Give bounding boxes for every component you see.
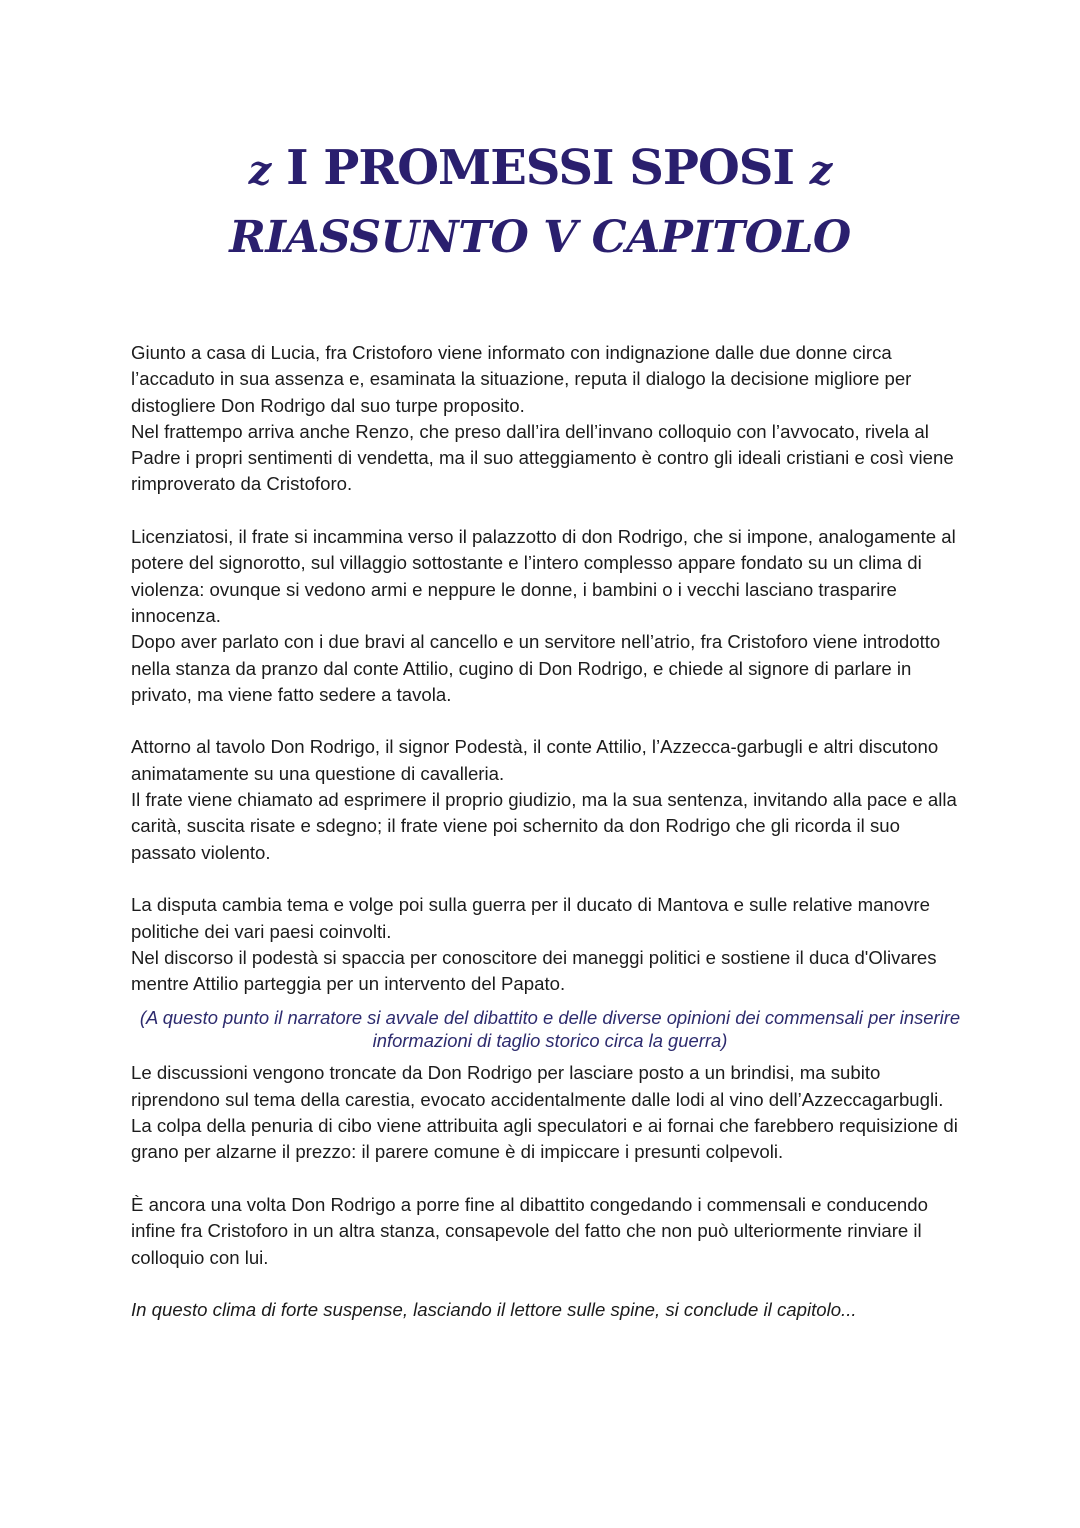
closing-line: In questo clima di forte suspense, lasciando il lettore sulle spine, si conclude il capitolo...: [131, 1299, 857, 1321]
narrator-note: (A questo punto il narratore si avvale del dibattito e delle diverse opinioni dei commensali per inserire informazioni di taglio storico circa la guerra): [139, 1007, 961, 1052]
summary-body: [131, 340, 961, 1323]
title-text: I PROMESSI SPOSI: [286, 140, 794, 196]
paragraph: Le discussioni vengono troncate da Don Rodrigo per lasciare posto a un brindisi, ma subito riprendono sul tema della carestia, evocato accidentalmente dalle lodi al vino dell’Azzeccagarbugli.: [131, 1062, 944, 1110]
page-title: [0, 140, 1080, 196]
paragraph: Nel discorso il podestà si spaccia per conoscitore dei maneggi politici e sostiene il duca d'Olivares mentre Attilio parteggia per un intervento del Papato.: [131, 946, 937, 995]
paragraph: La colpa della penuria di cibo viene attribuita agli speculatori e ai fornai che farebbero requisizione di grano per alzarne il prezzo: il parere comune è di impiccare i presunti colpevoli.: [131, 1115, 958, 1163]
ornament-left: z: [248, 147, 271, 194]
paragraph: Nel frattempo arriva anche Renzo, che preso dall’ira dell’invano colloquio con l’avvocato, rivela al Padre i propri sentimenti di vendetta, ma il suo atteggiamento è contro gli ideali cristiani e così viene rimproverato da Cristoforo.: [131, 420, 954, 495]
paragraph: Licenziatosi, il frate si incammina verso il palazzotto di don Rodrigo, che si impone, analogamente al potere del signorotto, sul villaggio sottostante e l’intero complesso appare fondato su un clima di violenza: ovunque si vedono armi e neppure le donne, i bambini o i vecchi lasciano trasparire innocenza.: [131, 526, 956, 626]
paragraph: La disputa cambia tema e volge poi sulla guerra per il ducato di Mantova e sulle relative manovre politiche dei vari paesi coinvolti.: [131, 894, 930, 942]
paragraph: Giunto a casa di Lucia, fra Cristoforo viene informato con indignazione dalle due donne circa l’accaduto in sua assenza e, esaminata la situazione, reputa il dialogo la decisione migliore per distogliere Don Rodrigo dal suo turpe proposito.: [131, 342, 912, 416]
paragraph: Il frate viene chiamato ad esprimere il proprio giudizio, ma la sua sentenza, invitando alla pace e alla carità, suscita risate e sdegno; il frate viene poi schernito da don Rodrigo che gli ricorda il suo passato violento.: [131, 789, 957, 863]
ornament-right: z: [809, 147, 832, 194]
paragraph: Dopo aver parlato con i due bravi al cancello e un servitore nell’atrio, fra Cristoforo viene introdotto nella stanza da pranzo dal conte Attilio, cugino di Don Rodrigo, e chiede al signore di parlare in privato, ma viene fatto sedere a tavola.: [131, 631, 941, 705]
paragraph: Attorno al tavolo Don Rodrigo, il signor Podestà, il conte Attilio, l’Azzecca-garbugli e altri discutono animatamente su una questione di cavalleria.: [131, 736, 939, 784]
paragraph: È ancora una volta Don Rodrigo a porre fine al dibattito congedando i commensali e conducendo infine fra Cristoforo in un altra stanza, consapevole del fatto che non può ulteriormente rinviare il colloquio con lui.: [131, 1193, 928, 1268]
page-subtitle: RIASSUNTO V CAPITOLO: [229, 212, 851, 263]
